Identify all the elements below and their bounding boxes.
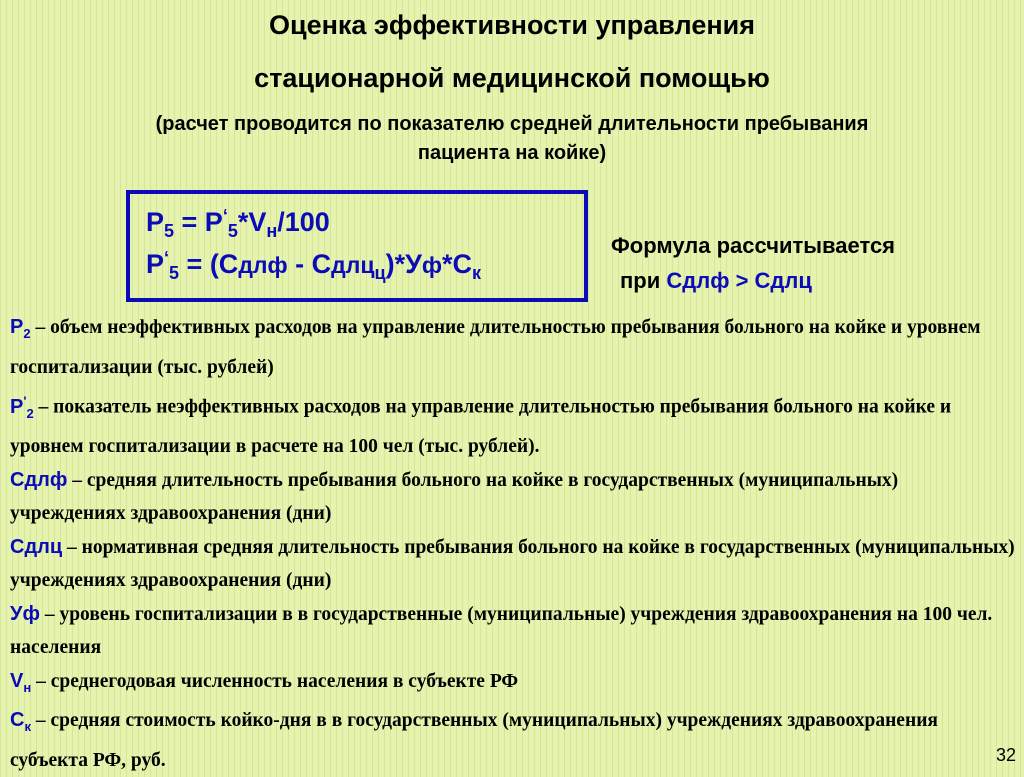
definitions-list (10, 311, 1015, 777)
definition-item (10, 704, 1015, 777)
definition-text: – средняя стоимость койко-дня в в государственных (муниципальных) учреждениях здравоохранения субъекта РФ, руб. (10, 710, 938, 771)
formula-note-line1: Формула рассчитывается (611, 233, 896, 258)
definition-symbol: Сдлц (10, 535, 63, 558)
subtitle-line1: (расчет проводится по показателю средней длительности пребывания (155, 113, 869, 135)
formula-line2: $Р^‘_5$ = (Сдлф - $Сдлц_ц)*Уф*С_к$ (146, 248, 482, 283)
definition-text: – нормативная средняя длительность пребывания больного на койке в государственных (муниципальных) учреждениях здравоохранения (дни) (10, 536, 1015, 592)
definition-item (10, 665, 1015, 705)
definition-item (10, 311, 1015, 384)
definition-text: – средняя длительность пребывания больного на койке в государственных (муниципальных) учреждениях здравоохранения (дни) (10, 469, 899, 525)
definition-symbol: Сдлф (10, 468, 68, 491)
definition-item (10, 531, 1015, 598)
formula-line1: $Р_5 = Р^‘_5*V_н/100$ (146, 206, 330, 241)
page-number: 32 (995, 745, 1016, 765)
slide-title-line1: Оценка эффективности управления (268, 10, 756, 40)
subtitle-line2: пациента на койке) (417, 142, 607, 164)
definition-text: – уровень госпитализации в в государственные (муниципальные) учреждения здравоохранения на 100 чел. населения (10, 603, 993, 659)
formula-note-line2: при Сдлф > Сдлц (620, 268, 812, 293)
definition-symbol: $Р_2$ (10, 316, 31, 341)
slide-title-line2: стационарной медицинской помощью (254, 63, 770, 93)
definition-text: – показатель неэффективных расходов на управление длительностью пребывания больного на койке и уровнем госпитализации в расчете на 100 чел (тыс. рублей). (10, 396, 952, 458)
definition-symbol: $С_к$ (10, 709, 31, 735)
formula-condition: Сдлф > Сдлц (666, 268, 812, 293)
definition-text: – объем неэффективных расходов на управление длительностью пребывания больного на койке и уровнем госпитализации (тыс. рублей) (10, 317, 981, 378)
definition-item (10, 464, 1015, 531)
definition-symbol: $V_н$ (10, 669, 32, 695)
definition-item (10, 384, 1015, 464)
slide-subtitle (0, 110, 1024, 168)
definition-item (10, 598, 1015, 665)
definition-symbol: $Р'_2$ (10, 393, 34, 421)
definition-text: – среднегодовая численность населения в субъекте РФ (31, 670, 519, 692)
definition-symbol: Уф (10, 602, 40, 625)
formula-box (126, 190, 588, 302)
